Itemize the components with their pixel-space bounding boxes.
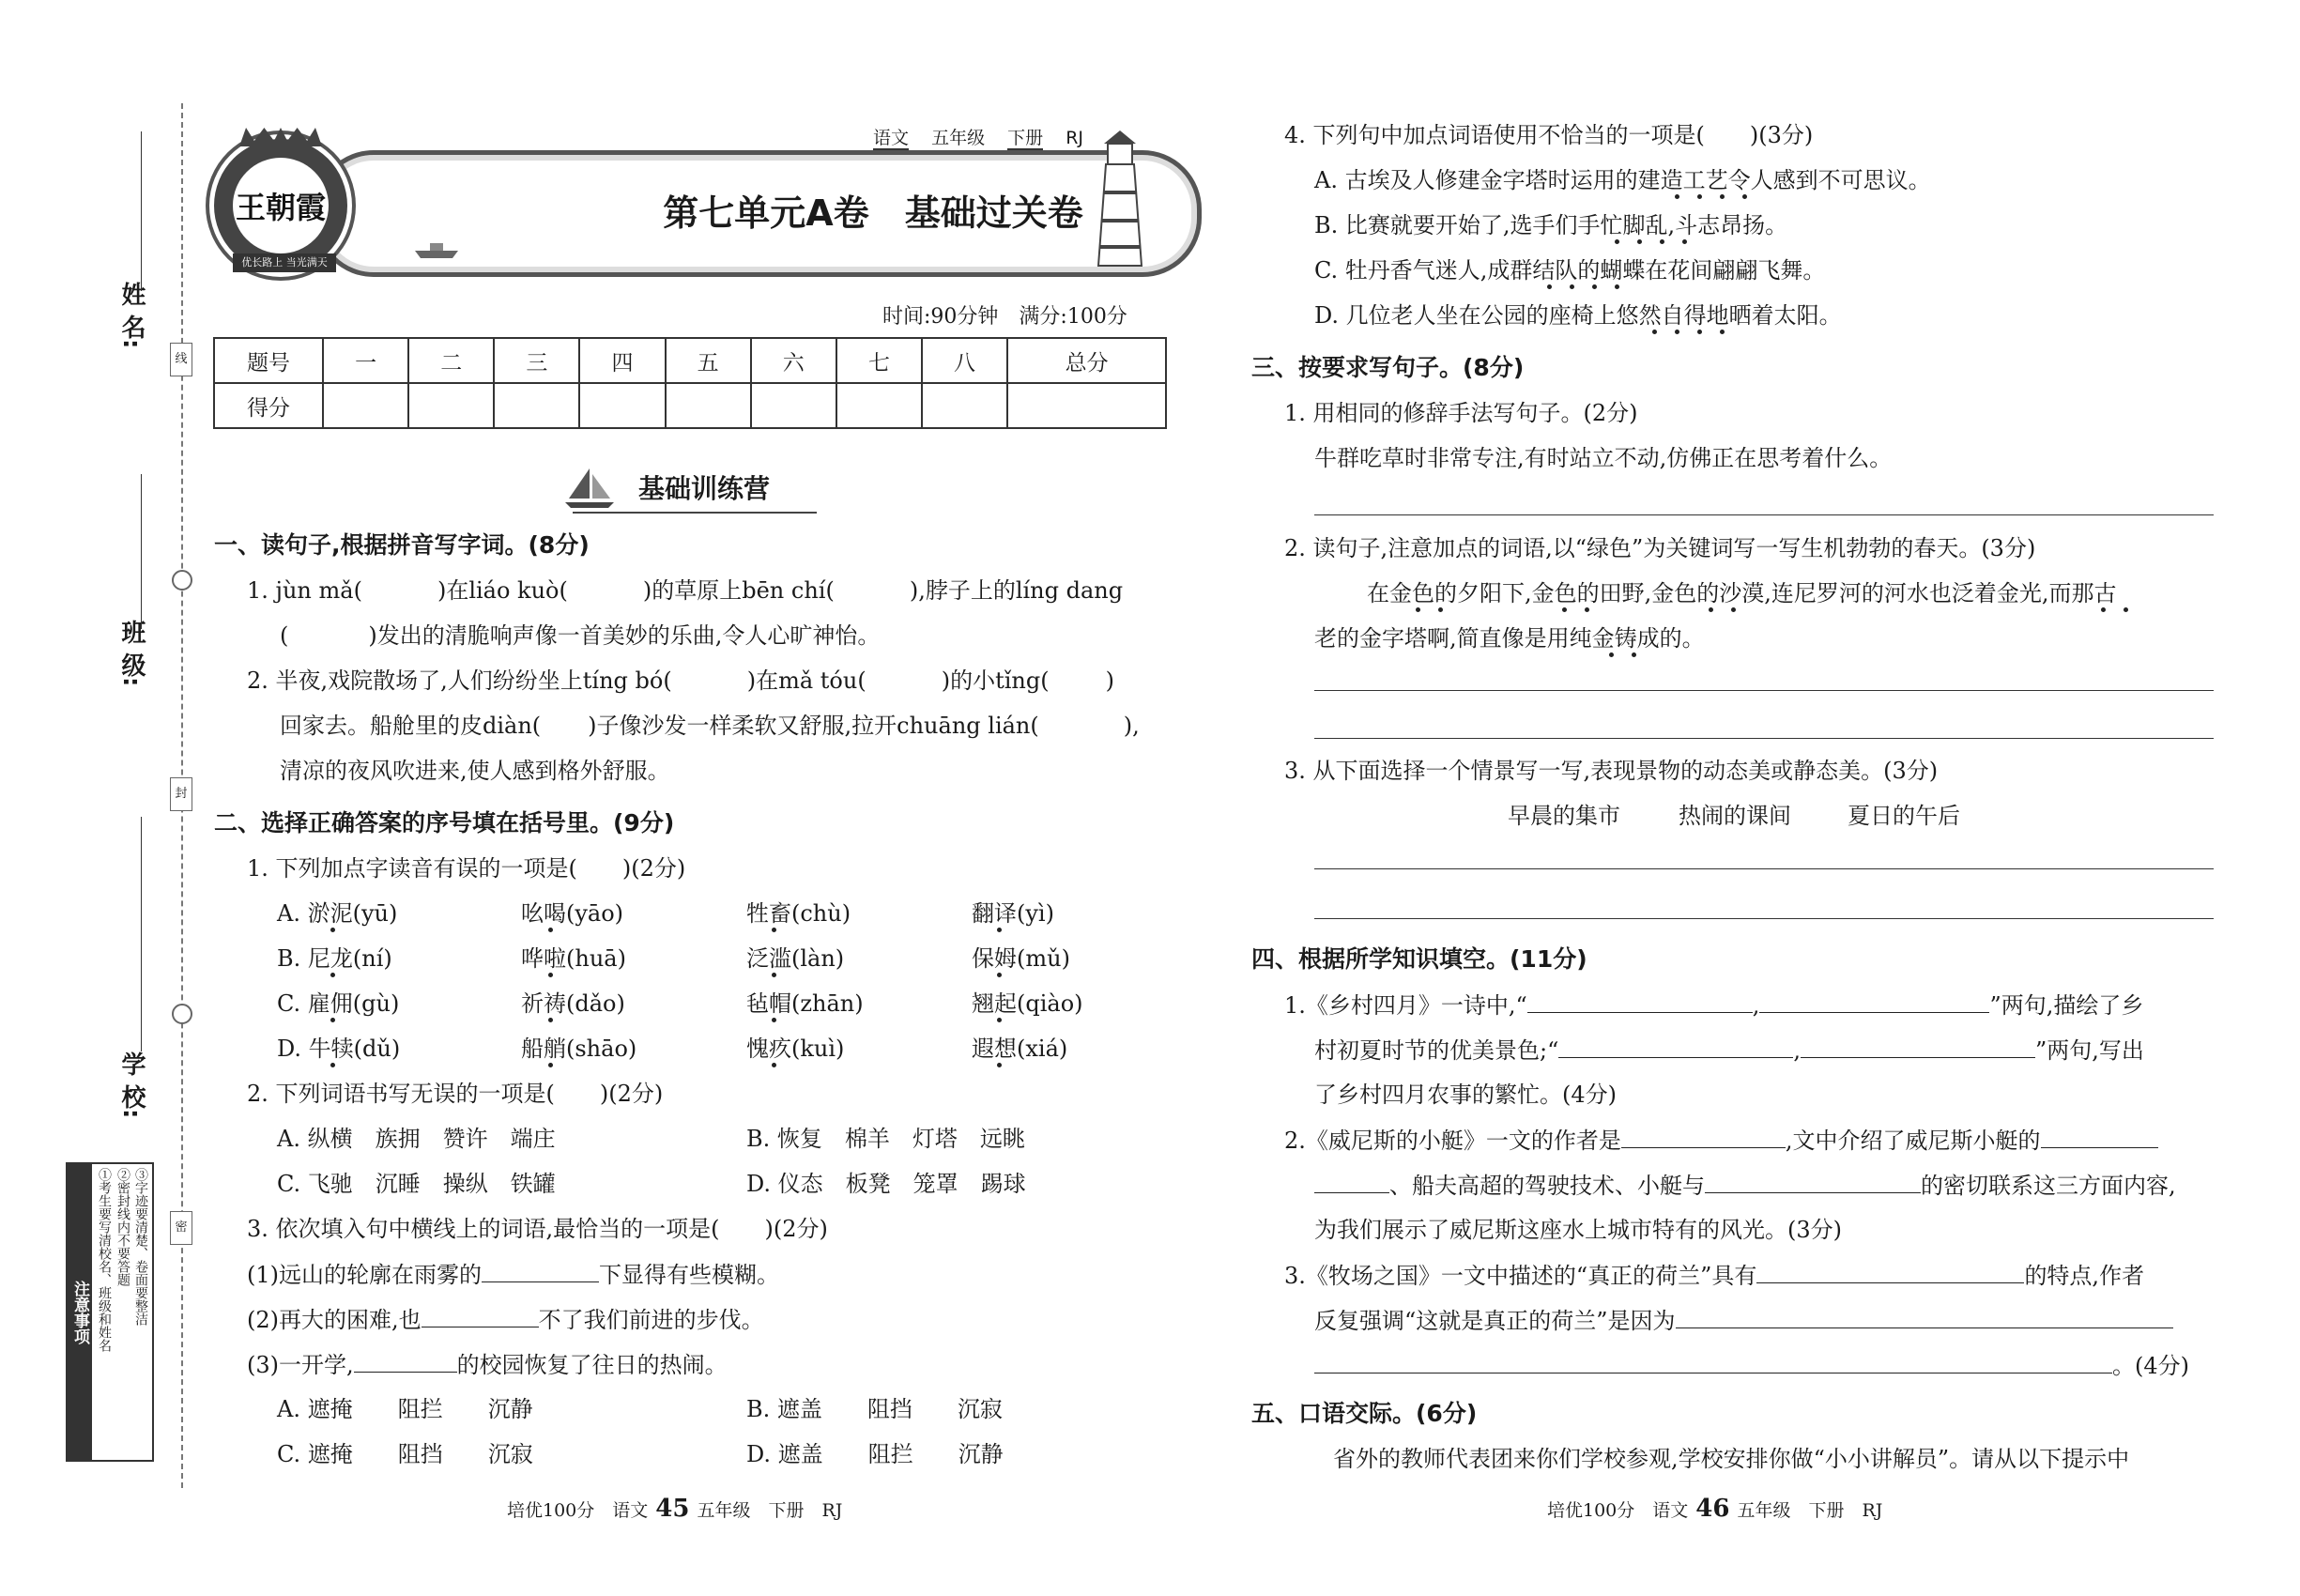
score-cell: 六	[751, 338, 836, 383]
s2-heading: 二、选择正确答案的序号填在括号里。(9分)	[214, 809, 675, 836]
emphasis-dot	[548, 1063, 553, 1067]
brand-crown-icon	[239, 128, 322, 146]
emphasis-dot	[1570, 284, 1574, 289]
binding-ring-icon	[172, 570, 192, 591]
s3-heading: 三、按要求写句子。(8分)	[1251, 354, 1525, 381]
emphasis-dot	[1592, 284, 1597, 289]
brand-name: 王朝霞	[235, 190, 326, 225]
s2-q1-option: 牲畜(chù)	[746, 900, 851, 927]
answer-blank[interactable]	[482, 1259, 599, 1282]
page-number: 45	[655, 1495, 690, 1523]
s3-q2: 2. 读句子,注意加点的词语,以“绿色”为关键词写一写生机勃勃的春天。(3分)	[1284, 535, 2036, 561]
score-input[interactable]	[408, 383, 494, 428]
s2-q3-option-c: C. 遮掩 阻挡 沉寂	[277, 1441, 533, 1467]
s1-q2-line1: 2. 半夜,戏院散场了,人们纷纷坐上tíng bó( )在mǎ tóu( )的小tǐng( )	[247, 668, 1114, 694]
s2-q3-option-a: A. 遮掩 阻拦 沉静	[277, 1396, 533, 1422]
score-cell: 三	[494, 338, 579, 383]
emphasis-dot	[330, 1063, 335, 1067]
s2-q1-option: 遐想(xiá)	[972, 1036, 1068, 1062]
s3-q1-text: 牛群吃草时非常专注,有时站立不动,仿佛正在思考着什么。	[1314, 445, 1893, 471]
answer-blank[interactable]	[1527, 990, 1753, 1013]
name-label: 姓 名:	[117, 282, 146, 349]
s3-q3-option: 夏日的午后	[1848, 803, 1960, 829]
emphasis-dot	[772, 928, 776, 932]
s2-q2-option-b: B. 恢复 棉羊 灯塔 远眺	[746, 1126, 1025, 1152]
school-label: 学 校:	[117, 1051, 146, 1119]
s4-q3-line2: 反复强调“这就是真正的荷兰”是因为	[1314, 1305, 2173, 1336]
answer-line[interactable]	[1314, 690, 2214, 691]
exam-time: 时间:90分钟 满分:100分	[882, 305, 1127, 329]
s3-q3: 3. 从下面选择一个情景写一写,表现景物的动态美或静态美。(3分)	[1284, 758, 1939, 784]
emphasis-dot	[330, 973, 335, 977]
score-input[interactable]	[922, 383, 1007, 428]
class-label: 班 级:	[117, 620, 146, 687]
emphasis-dot	[1709, 607, 1713, 612]
s4-q2-line2: 、船夫高超的驾驶技术、小艇与 的密切联系这三方面内容,	[1314, 1170, 2176, 1201]
s1-q1-line2: ( )发出的清脆响声像一首美妙的乐曲,令人心旷神怡。	[280, 622, 881, 649]
score-input[interactable]	[1007, 383, 1166, 428]
s1-q1-line1: 1. jùn mǎ( )在liáo kuò( )的草原上bēn chí( ),脖子上的líng dang	[247, 577, 1124, 604]
emphasis-dot	[1609, 652, 1614, 657]
score-cell: 五	[666, 338, 751, 383]
score-input[interactable]	[666, 383, 751, 428]
name-field[interactable]	[141, 131, 142, 291]
score-cell: 八	[922, 338, 1007, 383]
emphasis-dot	[548, 973, 553, 977]
s2-q4-option-a: A. 古埃及人修建金字塔时运用的建造工艺令人感到不可思议。	[1314, 167, 1931, 193]
s4-q3-line1: 3.《牧场之国》一文中描述的“真正的荷兰”具有 的特点,作者	[1284, 1260, 2144, 1291]
emphasis-dot	[1438, 607, 1443, 612]
emphasis-dot	[997, 1063, 1002, 1067]
score-input[interactable]	[836, 383, 922, 428]
answer-blank[interactable]	[354, 1349, 457, 1373]
s2-q1-option: 毡帽(zhān)	[746, 990, 864, 1017]
s4-q3-line3: 。(4分)	[1314, 1350, 2189, 1381]
score-row-label: 得分	[214, 383, 323, 428]
footer-left: 培优100分 语文 45 五年级 下册 RJ	[507, 1495, 843, 1523]
s2-q1-option: 船艄(shāo)	[521, 1036, 637, 1062]
emphasis-dot	[997, 928, 1002, 932]
emphasis-dot	[997, 973, 1002, 977]
answer-blank[interactable]	[1676, 1305, 2173, 1328]
s2-q2: 2. 下列词语书写无误的一项是( )(2分)	[247, 1081, 664, 1107]
answer-line[interactable]	[1314, 918, 2214, 919]
cut-mark-1: 线	[170, 343, 192, 376]
meta-term: 下册	[1007, 128, 1044, 148]
s5-text: 省外的教师代表团来你们学校参观,学校安排你做“小小讲解员”。请从以下提示中	[1333, 1446, 2130, 1472]
emphasis-dot	[1675, 194, 1679, 199]
emphasis-dot	[1682, 239, 1687, 244]
s1-heading: 一、读句子,根据拼音写字词。(8分)	[214, 531, 590, 559]
s2-q1-option: 保姆(mǔ)	[972, 945, 1070, 972]
s2-q1-option: D. 牛犊(dǔ)	[277, 1036, 401, 1062]
notice-title: 注意事项	[68, 1164, 92, 1460]
section-banner-underline	[573, 512, 817, 514]
s3-q2-text-1: 在金色的夕阳下,金色的田野,金色的沙漠,连尼罗河的河水也泛着金光,而那古	[1367, 580, 2117, 606]
s2-q1-option: 翘起(qiào)	[972, 990, 1083, 1017]
lighthouse-icon	[1078, 127, 1162, 268]
score-input[interactable]	[579, 383, 665, 428]
s2-q1-option: C. 雇佣(gù)	[277, 990, 400, 1017]
answer-blank[interactable]	[1756, 1260, 2024, 1283]
binding-ring-icon	[172, 1004, 192, 1024]
s4-q1-line1: 1.《乡村四月》一诗中,“ , ”两句,描绘了乡	[1284, 990, 2143, 1021]
s2-q2-option-d: D. 仪态 板凳 笼罩 踢球	[746, 1171, 1026, 1197]
emphasis-dot	[1416, 607, 1420, 612]
score-cell: 二	[408, 338, 494, 383]
cut-mark-3: 密	[170, 1211, 192, 1245]
emphasis-dot	[2101, 607, 2106, 612]
s2-q1-option: A. 淤泥(yū)	[277, 900, 398, 927]
s2-q3-option-d: D. 遮盖 阻拦 沉静	[746, 1441, 1004, 1467]
s3-q3-option: 热闹的课间	[1679, 803, 1791, 829]
emphasis-dot	[1731, 607, 1736, 612]
s2-q2-option-c: C. 飞驰 沉睡 操纵 铁罐	[277, 1171, 556, 1197]
notice-item: ③字迹要清楚、卷面要整洁	[133, 1168, 148, 1326]
emphasis-dot	[1652, 330, 1657, 334]
score-table	[213, 337, 1167, 429]
answer-blank[interactable]	[1314, 1350, 2112, 1373]
s2-q1-option: 愧疚(kuì)	[746, 1036, 845, 1062]
s2-q1-option: B. 尼龙(ní)	[277, 945, 392, 972]
emphasis-dot	[1547, 284, 1552, 289]
s2-q3-sentence-2: (2)再大的困难,也 不了我们前进的步伐。	[247, 1304, 764, 1335]
s2-q2-option-a: A. 纵横 族拥 赞许 端庄	[277, 1126, 556, 1152]
s1-q2-line3: 清凉的夜风吹进来,使人感到格外舒服。	[280, 758, 670, 784]
answer-blank[interactable]	[1801, 1035, 2035, 1058]
score-table-score-row	[214, 383, 1166, 428]
s4-q2-line3: 为我们展示了威尼斯这座水上城市特有的风光。(3分)	[1314, 1217, 1842, 1243]
emphasis-dot	[1615, 284, 1619, 289]
notice-item: ②密封线内不要答题	[115, 1168, 130, 1286]
s2-q1-option: 祈祷(dǎo)	[521, 990, 625, 1017]
answer-blank[interactable]	[422, 1304, 539, 1327]
s2-q1-option: 哗啦(huā)	[521, 945, 626, 972]
s3-q3-option: 早晨的集市	[1508, 803, 1620, 829]
s2-q4-option-c: C. 牡丹香气迷人,成群结队的蝴蝶在花间翩翩飞舞。	[1314, 257, 1826, 284]
emphasis-dot	[1720, 330, 1725, 334]
s2-q1-option: 翻译(yì)	[972, 900, 1054, 927]
s2-q3-sentence-3: (3)一开学, 的校园恢复了往日的热闹。	[247, 1349, 728, 1380]
section-banner: 基础训练营	[638, 473, 771, 504]
s2-q1-option: 泛滥(làn)	[746, 945, 845, 972]
answer-line[interactable]	[1314, 868, 2214, 869]
emphasis-dot	[1742, 194, 1747, 199]
meta-edition: RJ	[1066, 128, 1083, 148]
emphasis-dot	[1615, 239, 1619, 244]
emphasis-dot	[330, 1018, 335, 1022]
s3-q1: 1. 用相同的修辞手法写句子。(2分)	[1284, 400, 1638, 426]
emphasis-dot	[772, 1018, 776, 1022]
s2-q4-option-b: B. 比赛就要开始了,选手们手忙脚乱,斗志昂扬。	[1314, 212, 1788, 238]
emphasis-dot	[997, 1018, 1002, 1022]
score-cell: 四	[579, 338, 665, 383]
sailboat-icon	[561, 465, 618, 512]
s4-heading: 四、根据所学知识填空。(11分)	[1251, 945, 1587, 973]
emphasis-dot	[772, 1063, 776, 1067]
answer-blank[interactable]	[1759, 990, 1989, 1013]
s2-q1: 1. 下列加点字读音有误的一项是( )(2分)	[247, 855, 686, 882]
score-cell: 一	[323, 338, 408, 383]
answer-line[interactable]	[1314, 514, 2214, 515]
score-cell: 总分	[1007, 338, 1166, 383]
ship-icon	[413, 239, 460, 260]
answer-blank[interactable]	[1705, 1170, 1921, 1193]
emphasis-dot	[548, 928, 553, 932]
answer-blank[interactable]	[2041, 1125, 2158, 1148]
s3-q2-text-2: 老的金字塔啊,简直像是用纯金铸成的。	[1314, 625, 1705, 652]
notice-box	[66, 1162, 154, 1462]
s4-q1-line2: 村初夏时节的优美景色;“ , ”两句,写出	[1314, 1035, 2144, 1066]
score-cell: 题号	[214, 338, 323, 383]
meta-grade: 五年级	[931, 128, 986, 148]
emphasis-dot	[1637, 239, 1642, 244]
score-input[interactable]	[494, 383, 579, 428]
answer-blank[interactable]	[1314, 1170, 1389, 1193]
emphasis-dot	[1697, 330, 1702, 334]
brand-ribbon: 优长路上 当光满天	[233, 253, 336, 272]
emphasis-dot	[1660, 239, 1664, 244]
score-input[interactable]	[751, 383, 836, 428]
footer-right: 培优100分 语文 46 五年级 下册 RJ	[1547, 1495, 1883, 1523]
emphasis-dot	[2124, 607, 2128, 612]
emphasis-dot	[1585, 607, 1589, 612]
score-cell: 七	[836, 338, 922, 383]
notice-item: ①考生要写清校名、班级和姓名	[97, 1168, 112, 1352]
emphasis-dot	[772, 973, 776, 977]
score-table-header-row	[214, 338, 1166, 383]
s5-heading: 五、口语交际。(6分)	[1251, 1400, 1478, 1427]
class-field[interactable]	[141, 474, 142, 629]
answer-line[interactable]	[1314, 738, 2214, 739]
s4-q1-line3: 了乡村四月农事的繁忙。(4分)	[1314, 1082, 1617, 1108]
emphasis-dot	[548, 1018, 553, 1022]
meta-subject: 语文	[873, 128, 910, 148]
s2-q3-sentence-1: (1)远山的轮廓在雨雾的 下显得有些模糊。	[247, 1259, 779, 1290]
emphasis-dot	[1720, 194, 1725, 199]
cut-mark-2: 封	[170, 777, 192, 811]
s4-q2-line1: 2.《威尼斯的小艇》一文的作者是 ,文中介绍了威尼斯小艇的	[1284, 1125, 2158, 1156]
answer-blank[interactable]	[1621, 1125, 1786, 1148]
score-input[interactable]	[323, 383, 408, 428]
s2-q3-option-b: B. 遮盖 阻挡 沉寂	[746, 1396, 1003, 1422]
s2-q3: 3. 依次填入句中横线上的词语,最恰当的一项是( )(2分)	[247, 1216, 828, 1242]
emphasis-dot	[1562, 607, 1567, 612]
emphasis-dot	[330, 928, 335, 932]
s2-q4-option-d: D. 几位老人坐在公园的座椅上悠然自得地晒着太阳。	[1314, 302, 1842, 329]
s1-q2-line2: 回家去。船舱里的皮diàn( )子像沙发一样柔软又舒服,拉开chuāng lián( ),	[280, 713, 1140, 739]
school-field[interactable]	[141, 817, 142, 1051]
s2-q1-option: 吆喝(yāo)	[521, 900, 624, 927]
page-title: 第七单元A卷 基础过关卷	[663, 192, 1083, 234]
meta-tags	[873, 124, 1083, 149]
answer-blank[interactable]	[1558, 1035, 1793, 1058]
emphasis-dot	[1697, 194, 1702, 199]
s2-q4: 4. 下列句中加点词语使用不恰当的一项是( )(3分)	[1284, 122, 1814, 148]
page-number: 46	[1695, 1495, 1730, 1523]
emphasis-dot	[1675, 330, 1679, 334]
emphasis-dot	[1632, 652, 1636, 657]
